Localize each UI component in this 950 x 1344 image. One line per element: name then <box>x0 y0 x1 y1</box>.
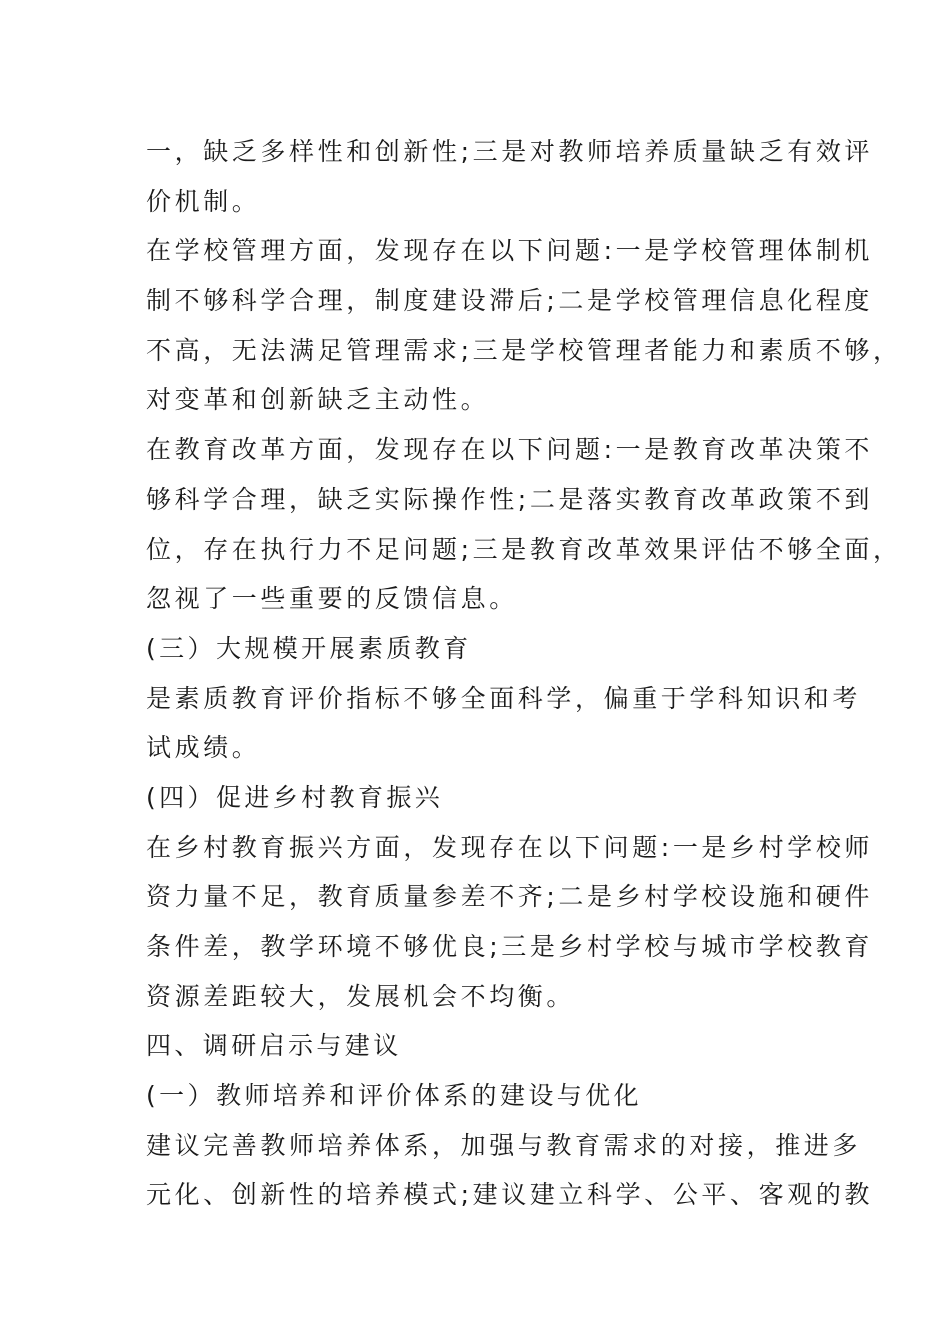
text-line: 制不够科学合理，制度建设滞后;二是学校管理信息化程度 <box>146 286 874 316</box>
subsection-heading: (一）教师培养和评价体系的建设与优化 <box>146 1081 642 1111</box>
text-line: 条件差，教学环境不够优良;三是乡村学校与城市学校教育 <box>146 932 874 961</box>
text-line: 价机制。 <box>146 186 261 216</box>
text-line: 不高，无法满足管理需求;三是学校管理者能力和素质不够， <box>146 335 902 365</box>
text-line: 一，缺乏多样性和创新性;三是对教师培养质量缺乏有效评 <box>146 137 874 166</box>
text-line: 试成绩。 <box>146 733 261 763</box>
text-line: 对变革和创新缺乏主动性。 <box>146 385 490 415</box>
section-heading: (四）促进乡村教育振兴 <box>146 782 444 812</box>
section-heading: (三）大规模开展素质教育 <box>146 633 472 663</box>
text-line: 位，存在执行力不足问题;三是教育改革效果评估不够全面， <box>146 534 902 564</box>
text-line: 忽视了一些重要的反馈信息。 <box>146 584 518 614</box>
text-line: 在乡村教育振兴方面，发现存在以下问题:一是乡村学校师 <box>146 832 874 862</box>
text-line: 在教育改革方面，发现存在以下问题:一是教育改革决策不 <box>146 435 874 465</box>
text-line: 元化、创新性的培养模式;建议建立科学、公平、客观的教 <box>146 1180 874 1210</box>
text-line: 建议完善教师培养体系，加强与教育需求的对接，推进多 <box>146 1130 862 1160</box>
section-heading: 四、调研启示与建议 <box>146 1031 402 1061</box>
text-line: 是素质教育评价指标不够全面科学，偏重于学科知识和考 <box>146 683 862 713</box>
text-line: 在学校管理方面，发现存在以下问题:一是学校管理体制机 <box>146 236 874 266</box>
text-line: 资力量不足，教育质量参差不齐;二是乡村学校设施和硬件 <box>146 882 874 912</box>
text-line: 资源差距较大，发展机会不均衡。 <box>146 981 576 1011</box>
text-line: 够科学合理，缺乏实际操作性;二是落实教育改革政策不到 <box>146 484 874 514</box>
body-text <box>146 127 902 1220</box>
